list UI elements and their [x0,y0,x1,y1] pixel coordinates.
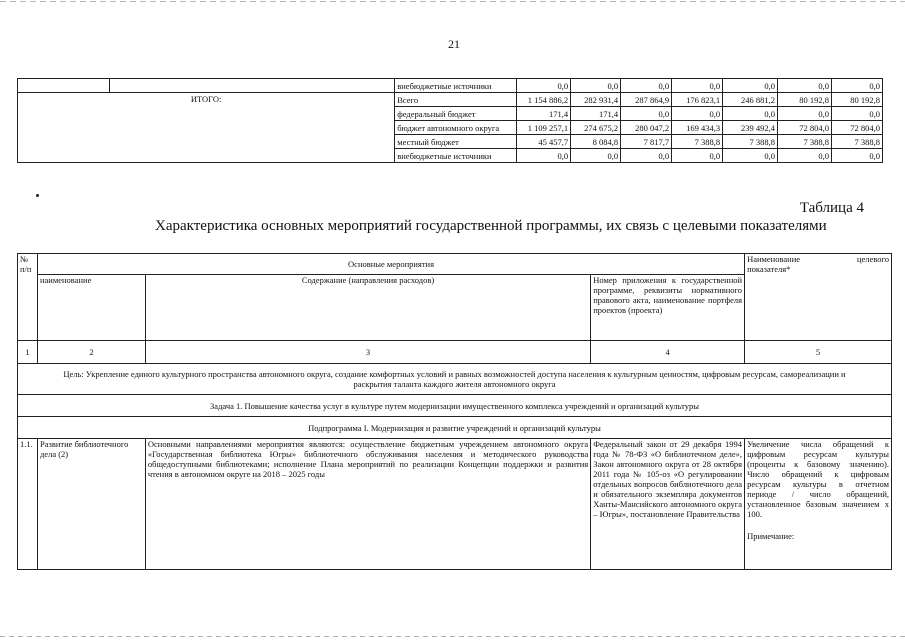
row-label: внебюджетные источники [395,149,517,163]
table-title: Характеристика основных мероприятий государственной программы, их связь с целевыми показателями [155,218,827,234]
cell-value: 274 675,2 [571,121,621,135]
cell-value: 0,0 [831,107,882,121]
budget-summary-table [17,78,883,163]
cell-value: 0,0 [571,79,621,93]
scan-artifact-top [0,1,905,2]
row-number: 1.1. [18,439,38,570]
table-row [18,417,892,439]
row-note: Примечание: [747,531,795,541]
cell-value: 0,0 [723,149,778,163]
header-indicator-c: показателя* [747,264,791,274]
cell-value: 72 804,0 [831,121,882,135]
cell-value: 171,4 [571,107,621,121]
cell-value: 72 804,0 [778,121,832,135]
row-label: внебюджетные источники [395,79,517,93]
cell-value: 0,0 [831,79,882,93]
column-number: 3 [145,341,590,364]
cell-value: 0,0 [672,107,723,121]
row-label: местный бюджет [395,135,517,149]
cell-value: 239 492,4 [723,121,778,135]
cell-value: 0,0 [517,79,571,93]
row-content: Основными направлениями мероприятия являются: осуществление бюджетным учреждением автономного округа «Государственная библиотека Югры» библиотечного обслуживания населения и методического руководства общедоступными библиотеками; исполнение Плана мероприятий по реализации Концепции поддержки и развития чтения в автономном округе на 2018 – 2025 годы [145,439,590,570]
header-indicator [745,254,892,341]
row-indicator-text: Увеличение числа обращений к цифровым ресурсам культуры (проценты к базовому значению). Число обращений к цифровым ресурсам культуры в отчетном периоде / число обращений, установленное базовым значением х 100. [747,439,889,519]
cell-value: 169 434,3 [672,121,723,135]
table-row [18,395,892,417]
table-row [18,93,883,107]
row-label: федеральный бюджет [395,107,517,121]
cell-value: 7 388,8 [778,135,832,149]
page-number: 21 [448,37,460,51]
scan-dot [36,194,39,197]
cell-value: 80 192,8 [778,93,832,107]
cell-value: 0,0 [723,107,778,121]
cell-value: 45 457,7 [517,135,571,149]
cell-value: 0,0 [621,107,672,121]
cell-value: 171,4 [517,107,571,121]
table-number: Таблица 4 [799,200,864,216]
cell-value: 7 388,8 [672,135,723,149]
column-number: 4 [591,341,745,364]
subprogram-row: Подпрограмма I. Модернизация и развитие учреждений и организаций культуры [18,417,892,439]
cell-value: 280 047,2 [621,121,672,135]
itogo-label: ИТОГО: [18,93,395,163]
header-name: наименование [37,275,145,341]
header-indicator-a: Наименование [747,254,801,264]
row-name: Развитие библиотечного дела (2) [37,439,145,570]
cell-value: 0,0 [778,107,832,121]
cell-value: 0,0 [778,149,832,163]
row-indicator [745,439,892,570]
cell-value: 0,0 [672,79,723,93]
cell-value: 0,0 [621,79,672,93]
cell-value: 7 388,8 [723,135,778,149]
cell-value: 8 084,8 [571,135,621,149]
cell-value: 0,0 [778,79,832,93]
column-number: 2 [37,341,145,364]
cell-value: 287 864,9 [621,93,672,107]
goal-row: Цель: Укрепление единого культурного пространства автономного округа, создание комфортных условий и равных возможностей доступа населения к культурным ценностям, цифровым ресурсам, самореализации и раскрытия таланта каждого жителя автономного округа [18,364,892,395]
row-label: Всего [395,93,517,107]
cell-value: 0,0 [621,149,672,163]
task-row: Задача 1. Повышение качества услуг в культуре путем модернизации имущественного комплекса учреждений и организаций культуры [18,395,892,417]
header-main: Основные мероприятия [37,254,744,275]
cell-value: 176 823,1 [672,93,723,107]
row-label: бюджет автономного округа [395,121,517,135]
table-row [18,364,892,395]
cell-value: 1 109 257,1 [517,121,571,135]
header-content: Содержание (направления расходов) [145,275,590,341]
cell-value: 0,0 [571,149,621,163]
column-number: 1 [18,341,38,364]
cell-value: 246 881,2 [723,93,778,107]
table-row [18,254,892,275]
header-doc: Номер приложения к государственной программе, реквизиты нормативного правового акта, наименование портфеля проектов (проекта) [591,275,745,341]
row-doc: Федеральный закон от 29 декабря 1994 года № 78-ФЗ «О библиотечном деле», Закон автономного округа от 28 октября 2011 года № 105-оз «О регулировании отдельных вопросов библиотечного дела и обязательного экземпляра документов Ханты-Мансийского автономного округа – Югры», постановление Правительства [591,439,745,570]
table-row [18,341,892,364]
cell-value: 0,0 [831,149,882,163]
cell-value: 80 192,8 [831,93,882,107]
column-number: 5 [745,341,892,364]
scan-artifact-bottom [0,636,905,637]
cell-value: 7 388,8 [831,135,882,149]
table-row [18,79,883,93]
cell-value: 7 817,7 [621,135,672,149]
cell-value: 0,0 [672,149,723,163]
table-row [18,439,892,570]
cell-value: 1 154 886,2 [517,93,571,107]
header-indicator-b: целевого [856,254,889,264]
header-no: № п/п [18,254,38,341]
cell-value: 282 931,4 [571,93,621,107]
cell-value: 0,0 [517,149,571,163]
measures-table [17,253,892,570]
cell-value: 0,0 [723,79,778,93]
